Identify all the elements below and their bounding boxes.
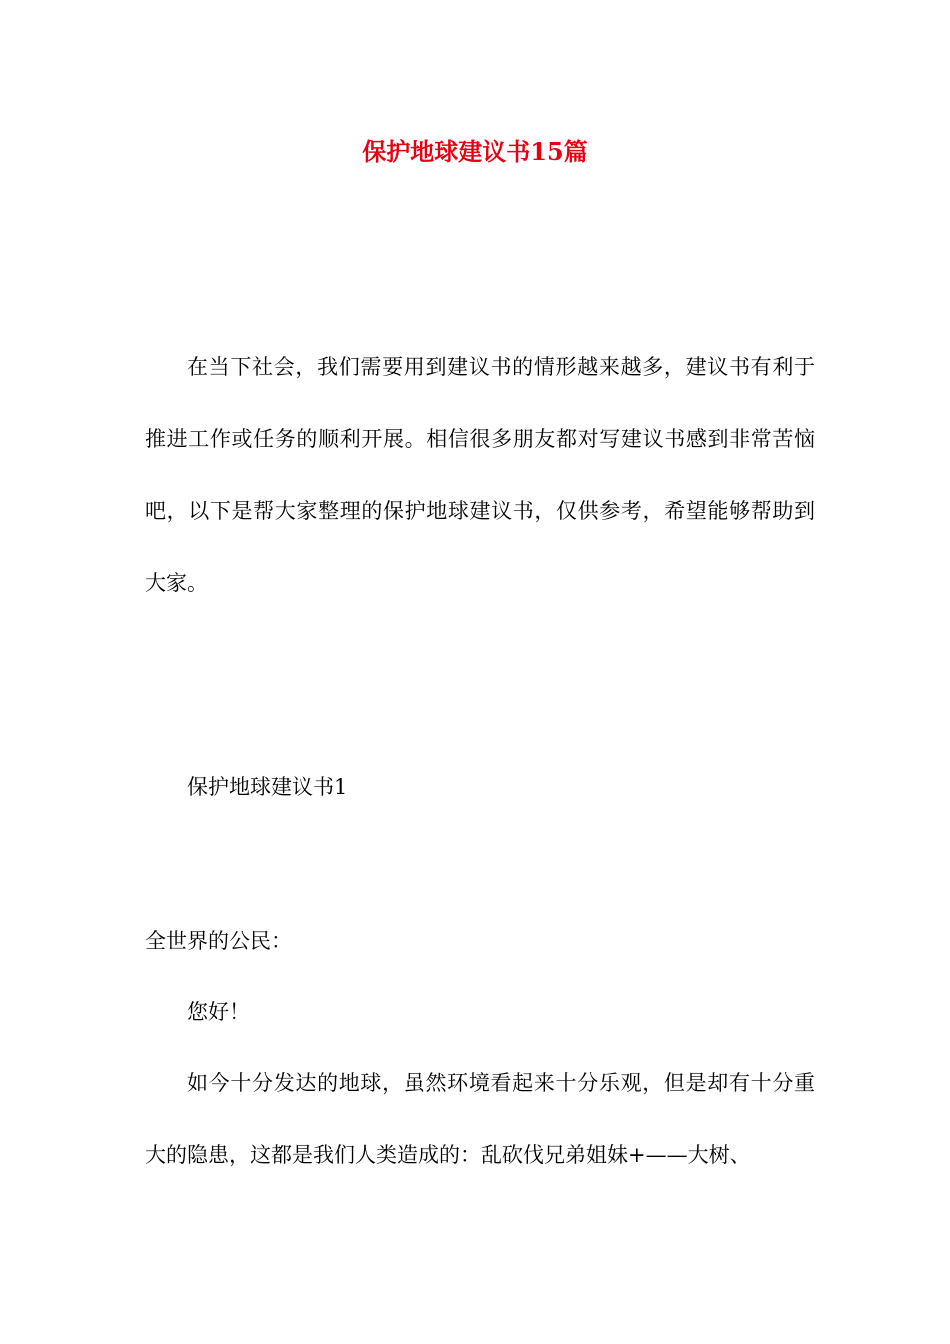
body-paragraph: 如今十分发达的地球，虽然环境看起来十分乐观，但是却有十分重大的隐患，这都是我们人类造成的：乱砍伐兄弟姐妹+——大树、 — [145, 1071, 815, 1167]
document-title: 保护地球建议书15篇 — [362, 137, 588, 166]
intro-paragraph: 在当下社会，我们需要用到建议书的情形越来越多，建议书有利于推进工作或任务的顺利开展。相信很多朋友都对写建议书感到非常苦恼吧，以下是帮大家整理的保护地球建议书，仅供参考，希望能够帮助到大家。 — [145, 355, 815, 595]
salutation: 全世界的公民： — [145, 929, 292, 953]
section-heading: 保护地球建议书1 — [187, 775, 348, 799]
greeting: 您好！ — [187, 1000, 250, 1024]
